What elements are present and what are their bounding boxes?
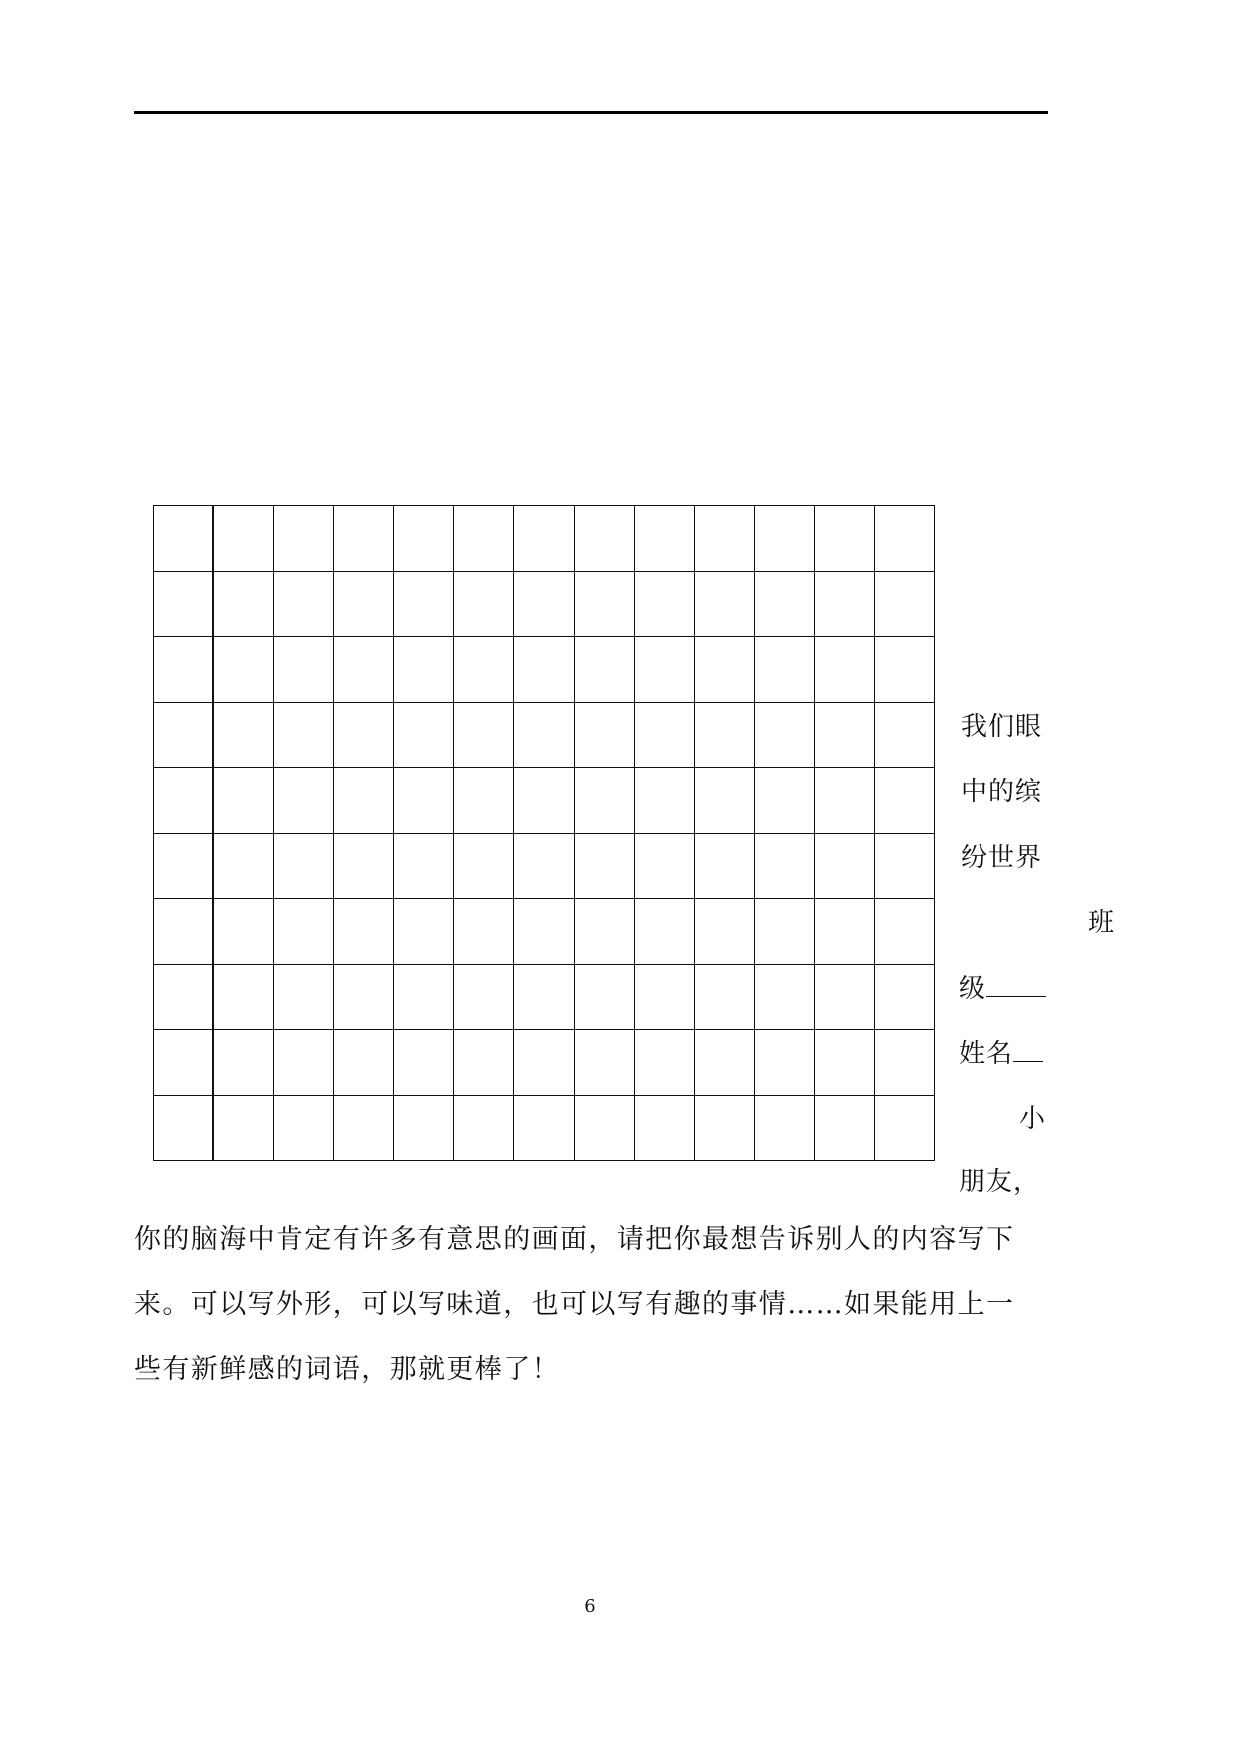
grid-cell[interactable] [394,703,454,769]
grid-cell[interactable] [635,637,695,703]
grid-cell[interactable] [274,506,334,572]
instruction-line-3: 些有新鲜感的词语，那就更棒了！ [134,1354,560,1385]
grid-cell[interactable] [695,506,755,572]
grid-cell[interactable] [394,768,454,834]
grid-cell[interactable] [575,506,635,572]
class-blank[interactable] [986,974,1046,997]
grid-cell[interactable] [815,899,875,965]
grid-cell[interactable] [394,899,454,965]
grid-cell[interactable] [514,834,574,900]
grid-cell[interactable] [214,834,274,900]
grid-cell[interactable] [815,703,875,769]
grid-cell[interactable] [875,572,935,638]
grid-cell[interactable] [394,506,454,572]
grid-cell[interactable] [875,899,935,965]
title-line-3: 纷世界 [961,843,1043,873]
grid-cell[interactable] [274,572,334,638]
grid-cell[interactable] [575,834,635,900]
grid-cell[interactable] [695,637,755,703]
grid-cell[interactable] [875,637,935,703]
grid-cell[interactable] [394,1030,454,1096]
grid-cell[interactable] [394,965,454,1031]
grid-cell[interactable] [635,768,695,834]
grid-cell[interactable] [154,506,214,572]
grid-cell[interactable] [875,703,935,769]
grid-cell[interactable] [334,768,394,834]
grid-cell[interactable] [815,965,875,1031]
grid-cell[interactable] [635,1096,695,1162]
grid-cell[interactable] [875,768,935,834]
grid-cell[interactable] [755,572,815,638]
grid-cell[interactable] [695,965,755,1031]
grid-cell[interactable] [755,834,815,900]
grid-cell[interactable] [575,572,635,638]
grid-cell[interactable] [454,768,514,834]
name-blank[interactable] [1013,1039,1043,1062]
class-label-part1: 班 [1088,908,1116,938]
grid-cell[interactable] [815,506,875,572]
grid-cell[interactable] [875,1096,935,1162]
grid-cell[interactable] [635,899,695,965]
grid-cell[interactable] [514,768,574,834]
grid-cell[interactable] [514,1030,574,1096]
grid-cell[interactable] [454,1096,514,1162]
grid-cell[interactable] [214,1030,274,1096]
grid-cell[interactable] [695,768,755,834]
grid-cell[interactable] [334,965,394,1031]
grid-cell[interactable] [514,1096,574,1162]
grid-cell[interactable] [815,834,875,900]
grid-cell[interactable] [695,703,755,769]
grid-cell[interactable] [274,703,334,769]
name-label: 姓名 [959,1039,1014,1069]
grid-cell[interactable] [334,703,394,769]
grid-cell[interactable] [454,572,514,638]
grid-cell[interactable] [274,899,334,965]
grid-cell[interactable] [755,768,815,834]
grid-cell[interactable] [635,506,695,572]
grid-cell[interactable] [214,768,274,834]
grid-cell[interactable] [514,637,574,703]
grid-cell[interactable] [154,703,214,769]
grid-cell[interactable] [755,899,815,965]
grid-cell[interactable] [695,899,755,965]
grid-cell[interactable] [575,768,635,834]
grid-cell[interactable] [695,572,755,638]
grid-cell[interactable] [394,834,454,900]
grid-cell[interactable] [274,965,334,1031]
grid-cell[interactable] [334,1030,394,1096]
grid-cell[interactable] [575,1030,635,1096]
grid-cell[interactable] [274,1030,334,1096]
writing-grid [153,505,935,1161]
grid-cell[interactable] [575,899,635,965]
grid-cell[interactable] [755,703,815,769]
page-number: 6 [584,1596,596,1617]
grid-cell[interactable] [154,965,214,1031]
grid-cell[interactable] [875,834,935,900]
grid-cell[interactable] [514,703,574,769]
grid-cell[interactable] [695,1096,755,1162]
grid-cell[interactable] [514,965,574,1031]
grid-cell[interactable] [454,1030,514,1096]
grid-cell[interactable] [334,506,394,572]
grid-cell[interactable] [635,1030,695,1096]
grid-cell[interactable] [274,834,334,900]
grid-cell[interactable] [454,637,514,703]
grid-cell[interactable] [214,572,274,638]
instruction-line-1: 你的脑海中肯定有许多有意思的画面，请把你最想告诉别人的内容写下 [134,1224,1015,1255]
instruction-line-2: 来。可以写外形，可以写味道，也可以写有趣的事情……如果能用上一 [134,1289,1015,1320]
grid-cell[interactable] [214,703,274,769]
grid-cell[interactable] [875,965,935,1031]
grid-cell[interactable] [454,703,514,769]
grid-cell[interactable] [815,768,875,834]
grid-cell[interactable] [154,637,214,703]
grid-cell[interactable] [575,637,635,703]
grid-cell[interactable] [575,965,635,1031]
grid-cell[interactable] [214,506,274,572]
grid-cell[interactable] [695,834,755,900]
grid-cell[interactable] [214,965,274,1031]
grid-cell[interactable] [334,834,394,900]
grid-cell[interactable] [454,834,514,900]
grid-cell[interactable] [214,637,274,703]
grid-cell[interactable] [454,965,514,1031]
greeting-part2: 朋友， [959,1167,1041,1197]
grid-cell[interactable] [755,506,815,572]
grid-cell[interactable] [815,637,875,703]
grid-cell[interactable] [274,1096,334,1162]
grid-cell[interactable] [815,1096,875,1162]
grid-cell[interactable] [154,572,214,638]
grid-cell[interactable] [755,965,815,1031]
grid-cell[interactable] [514,506,574,572]
grid-cell[interactable] [274,637,334,703]
greeting-part1: 小 [1019,1104,1047,1134]
grid-cell[interactable] [334,637,394,703]
instructions-block [134,1207,1054,1402]
grid-cell[interactable] [514,572,574,638]
grid-cell[interactable] [755,1030,815,1096]
grid-cell[interactable] [334,1096,394,1162]
title-line-1: 我们眼 [961,712,1043,742]
grid-cell[interactable] [154,1030,214,1096]
header-rule [134,111,1048,114]
grid-cell[interactable] [214,1096,274,1162]
grid-cell[interactable] [334,899,394,965]
grid-cell[interactable] [875,1030,935,1096]
grid-cell[interactable] [274,768,334,834]
grid-cell[interactable] [815,572,875,638]
grid-cell[interactable] [154,1096,214,1162]
grid-cell[interactable] [334,572,394,638]
grid-cell[interactable] [514,899,574,965]
grid-cell[interactable] [815,1030,875,1096]
grid-cell[interactable] [154,768,214,834]
grid-cell[interactable] [635,834,695,900]
grid-cell[interactable] [394,637,454,703]
grid-cell[interactable] [635,703,695,769]
title-line-2: 中的缤 [961,777,1043,807]
grid-cell[interactable] [154,834,214,900]
class-field[interactable] [959,974,1046,1004]
grid-cell[interactable] [635,572,695,638]
grid-cell[interactable] [635,965,695,1031]
class-label-part2: 级 [959,974,987,1004]
name-field[interactable] [959,1039,1043,1069]
grid-cell[interactable] [575,703,635,769]
grid-cell[interactable] [875,506,935,572]
grid-cell[interactable] [755,637,815,703]
grid-cell[interactable] [394,1096,454,1162]
grid-cell[interactable] [575,1096,635,1162]
grid-cell[interactable] [454,899,514,965]
grid-cell[interactable] [154,899,214,965]
grid-cell[interactable] [394,572,454,638]
grid-cell[interactable] [695,1030,755,1096]
grid-cell[interactable] [755,1096,815,1162]
grid-cell[interactable] [454,506,514,572]
grid-cell[interactable] [214,899,274,965]
